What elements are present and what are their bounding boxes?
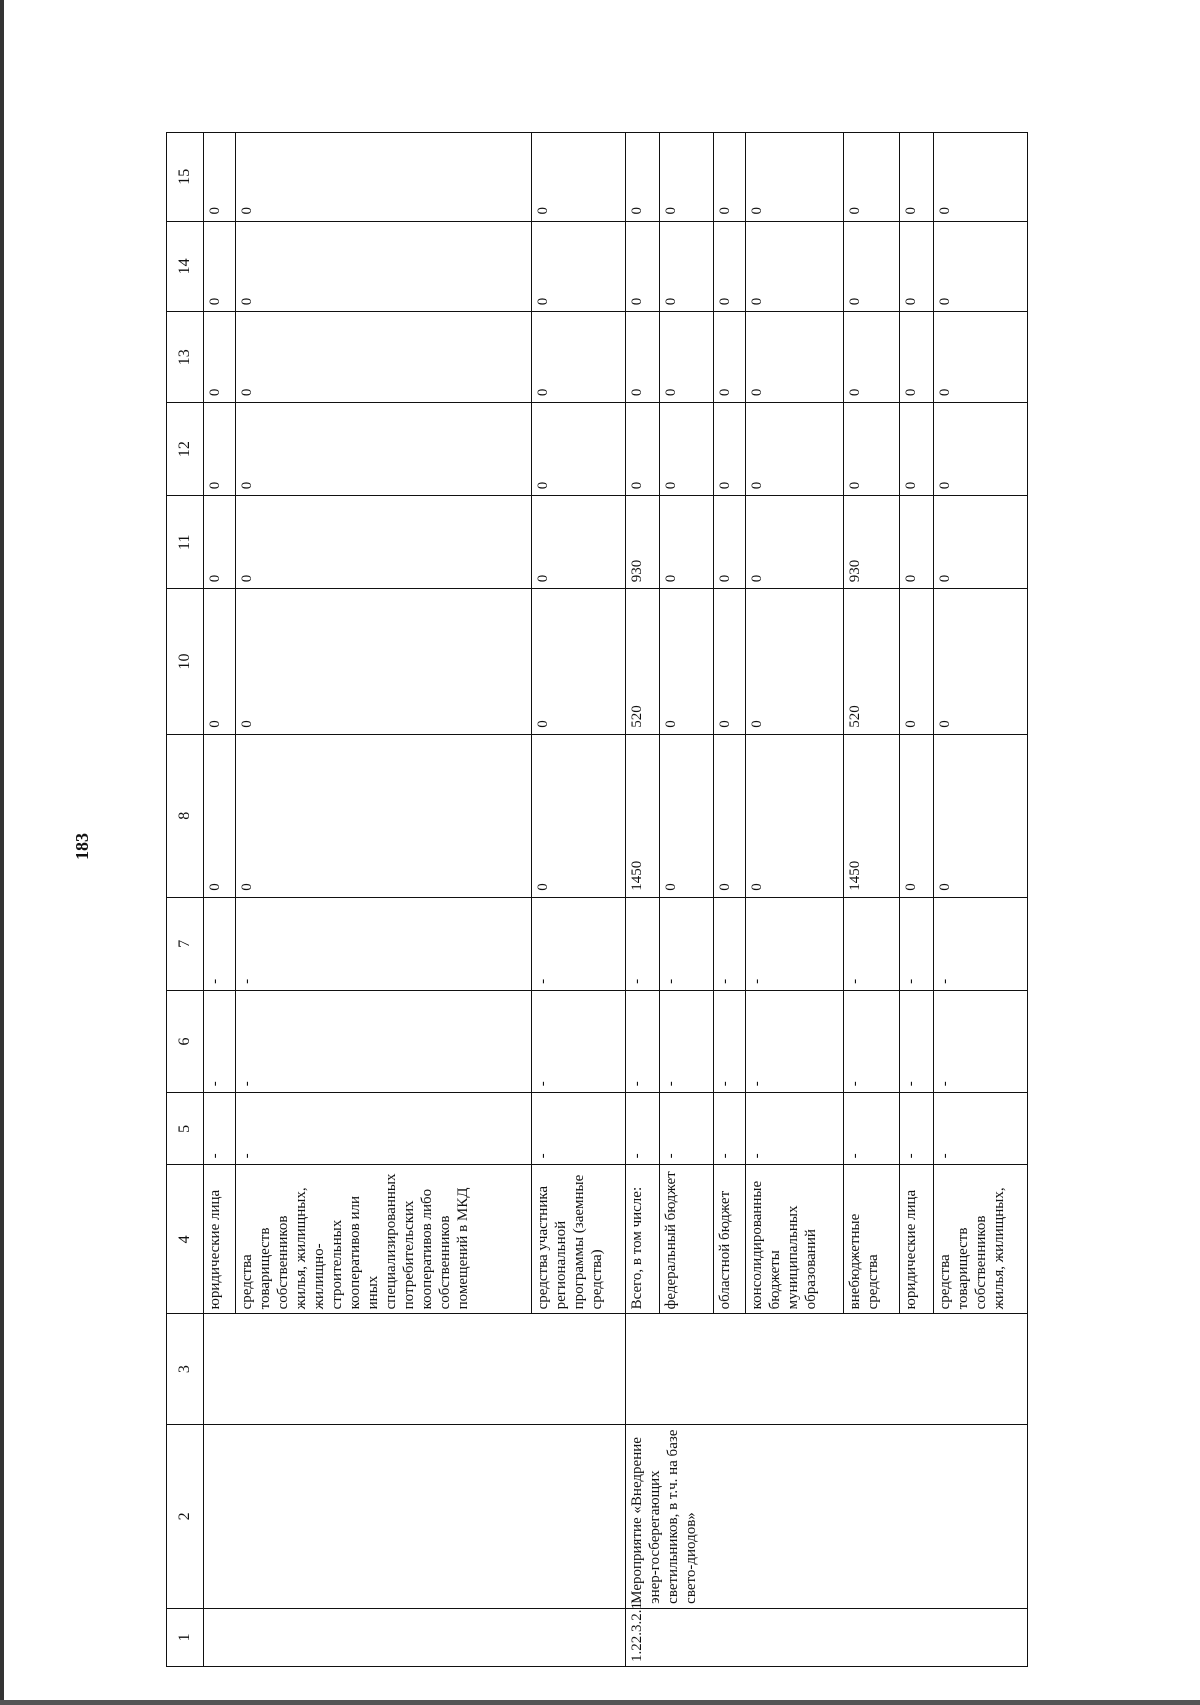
value-cell: 520 <box>626 589 660 734</box>
column-header: 4 <box>167 1165 204 1314</box>
value-cell: 0 <box>934 496 1028 589</box>
column-header: 3 <box>167 1314 204 1425</box>
value-cell: 0 <box>532 496 626 589</box>
value-cell: 0 <box>900 133 934 222</box>
value-cell: 0 <box>204 496 236 589</box>
value-cell: 0 <box>934 403 1028 496</box>
column-header: 6 <box>167 990 204 1092</box>
value-cell: - <box>626 1093 660 1165</box>
code-cell: 1.22.3.2.1. <box>626 1608 1028 1666</box>
value-cell: 0 <box>714 403 746 496</box>
col3-cell <box>626 1314 1028 1425</box>
value-cell: 0 <box>236 496 532 589</box>
value-cell: 0 <box>746 221 844 312</box>
value-cell: 0 <box>714 589 746 734</box>
value-cell: 0 <box>626 133 660 222</box>
column-header: 1 <box>167 1608 204 1666</box>
value-cell: - <box>746 990 844 1092</box>
scan-edge <box>0 0 4 1705</box>
budget-table <box>166 132 1028 1667</box>
value-cell: - <box>900 897 934 990</box>
value-cell: - <box>844 897 900 990</box>
name-cell <box>204 1424 626 1608</box>
header-row <box>167 133 204 1667</box>
value-cell: 0 <box>746 403 844 496</box>
value-cell: - <box>844 990 900 1092</box>
value-cell: 0 <box>714 312 746 403</box>
scan-edge <box>0 1700 1200 1705</box>
document-sheet <box>166 132 1098 1667</box>
source-cell: юридические лица <box>900 1165 934 1314</box>
table-row <box>626 133 660 1667</box>
value-cell: - <box>236 897 532 990</box>
value-cell: 0 <box>626 312 660 403</box>
value-cell: 0 <box>236 312 532 403</box>
value-cell: - <box>714 990 746 1092</box>
value-cell: 0 <box>900 403 934 496</box>
value-cell: 0 <box>660 403 714 496</box>
value-cell: - <box>626 897 660 990</box>
page-number: 183 <box>72 833 92 860</box>
value-cell: 0 <box>900 312 934 403</box>
value-cell: 0 <box>532 221 626 312</box>
value-cell: 0 <box>660 496 714 589</box>
value-cell: - <box>746 1093 844 1165</box>
column-header: 11 <box>167 496 204 589</box>
value-cell: 0 <box>236 589 532 734</box>
value-cell: 0 <box>844 403 900 496</box>
value-cell: 0 <box>714 496 746 589</box>
source-cell: областной бюджет <box>714 1165 746 1314</box>
value-cell: 0 <box>204 133 236 222</box>
value-cell: 0 <box>934 312 1028 403</box>
value-cell: 0 <box>532 133 626 222</box>
value-cell: 0 <box>746 312 844 403</box>
source-cell: федеральный бюджет <box>660 1165 714 1314</box>
value-cell: 0 <box>626 403 660 496</box>
source-cell: средства товариществ собственников жилья, жилищных, <box>934 1165 1028 1314</box>
value-cell: 0 <box>934 133 1028 222</box>
value-cell: 0 <box>746 496 844 589</box>
value-cell: 0 <box>532 589 626 734</box>
name-cell: Мероприятие «Внедрение энер-госберегающих светильников, в т.ч. на базе свето-диодов» <box>626 1424 1028 1608</box>
column-header: 10 <box>167 589 204 734</box>
source-cell: юридические лица <box>204 1165 236 1314</box>
value-cell: 0 <box>934 734 1028 897</box>
code-cell <box>204 1608 626 1666</box>
value-cell: - <box>934 897 1028 990</box>
value-cell: 0 <box>934 221 1028 312</box>
value-cell: - <box>714 897 746 990</box>
value-cell: 0 <box>746 734 844 897</box>
value-cell: - <box>900 1093 934 1165</box>
source-cell: средства участника региональной программы (заемные средства) <box>532 1165 626 1314</box>
value-cell: - <box>934 1093 1028 1165</box>
col3-cell <box>204 1314 626 1425</box>
value-cell: 0 <box>236 403 532 496</box>
value-cell: 0 <box>236 221 532 312</box>
value-cell: - <box>660 1093 714 1165</box>
value-cell: - <box>844 1093 900 1165</box>
value-cell: 0 <box>236 133 532 222</box>
column-header: 14 <box>167 221 204 312</box>
value-cell: 0 <box>714 221 746 312</box>
value-cell: - <box>532 990 626 1092</box>
value-cell: - <box>714 1093 746 1165</box>
column-header: 7 <box>167 897 204 990</box>
value-cell: - <box>900 990 934 1092</box>
value-cell: 0 <box>204 221 236 312</box>
value-cell: 0 <box>746 589 844 734</box>
table-row <box>204 133 236 1667</box>
value-cell: 0 <box>660 312 714 403</box>
column-header: 12 <box>167 403 204 496</box>
value-cell: - <box>746 897 844 990</box>
value-cell: - <box>532 897 626 990</box>
value-cell: 0 <box>660 589 714 734</box>
value-cell: 0 <box>532 312 626 403</box>
value-cell: 0 <box>900 496 934 589</box>
value-cell: 0 <box>714 133 746 222</box>
value-cell: 1450 <box>844 734 900 897</box>
value-cell: - <box>934 990 1028 1092</box>
value-cell: 0 <box>900 221 934 312</box>
value-cell: 0 <box>204 312 236 403</box>
value-cell: 0 <box>900 734 934 897</box>
value-cell: - <box>236 990 532 1092</box>
value-cell: 0 <box>714 734 746 897</box>
source-cell: консолидированные бюджеты муниципальных образований <box>746 1165 844 1314</box>
source-cell: средства товариществ собственников жилья, жилищных, жилищно-строительных кооперативов или иных специализированных потребительских кооперативов либо собственников помещений в МКД <box>236 1165 532 1314</box>
value-cell: 0 <box>844 221 900 312</box>
value-cell: 520 <box>844 589 900 734</box>
source-cell: внебюджетные средства <box>844 1165 900 1314</box>
source-cell: Всего, в том числе: <box>626 1165 660 1314</box>
value-cell: 0 <box>746 133 844 222</box>
value-cell: - <box>204 897 236 990</box>
value-cell: 0 <box>844 133 900 222</box>
value-cell: 0 <box>626 221 660 312</box>
column-header: 8 <box>167 734 204 897</box>
value-cell: - <box>204 1093 236 1165</box>
value-cell: - <box>532 1093 626 1165</box>
value-cell: 0 <box>204 403 236 496</box>
value-cell: 0 <box>532 734 626 897</box>
value-cell: 0 <box>532 403 626 496</box>
value-cell: 0 <box>660 734 714 897</box>
column-header: 2 <box>167 1424 204 1608</box>
value-cell: 0 <box>660 133 714 222</box>
column-header: 5 <box>167 1093 204 1165</box>
value-cell: 0 <box>900 589 934 734</box>
value-cell: 0 <box>844 312 900 403</box>
value-cell: - <box>660 990 714 1092</box>
column-header: 13 <box>167 312 204 403</box>
value-cell: 0 <box>934 589 1028 734</box>
value-cell: - <box>204 990 236 1092</box>
value-cell: 0 <box>204 734 236 897</box>
column-header: 15 <box>167 133 204 222</box>
value-cell: 1450 <box>626 734 660 897</box>
value-cell: 930 <box>626 496 660 589</box>
value-cell: 930 <box>844 496 900 589</box>
value-cell: 0 <box>204 589 236 734</box>
value-cell: - <box>236 1093 532 1165</box>
value-cell: - <box>660 897 714 990</box>
value-cell: 0 <box>660 221 714 312</box>
value-cell: - <box>626 990 660 1092</box>
value-cell: 0 <box>236 734 532 897</box>
